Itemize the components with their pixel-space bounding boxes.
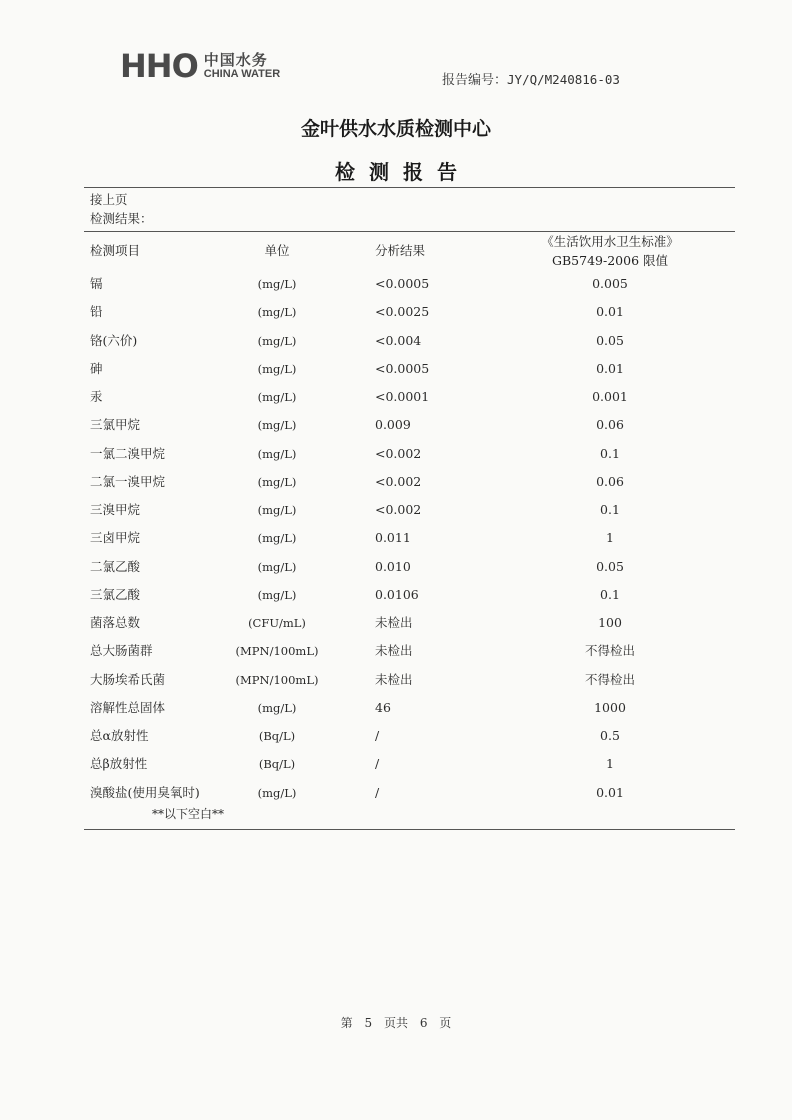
- table-row: [0, 444, 792, 464]
- row-item: 三氯乙酸: [90, 586, 141, 602]
- row-standard: 1000: [594, 699, 626, 715]
- table-row: [0, 331, 792, 351]
- table-row: [0, 302, 792, 322]
- row-unit: (mg/L): [257, 333, 297, 348]
- table-row: [0, 613, 792, 633]
- table-row: [0, 472, 792, 492]
- table-row: [0, 359, 792, 379]
- row-standard: 1: [606, 530, 614, 546]
- row-item: 汞: [90, 389, 103, 404]
- row-standard: 不得检出: [584, 643, 635, 659]
- row-unit: (mg/L): [257, 390, 297, 404]
- header-item: 检测项目: [90, 243, 141, 258]
- row-item: 总β放射性: [90, 756, 148, 772]
- report-number: [442, 69, 620, 88]
- header-unit: 单位: [264, 243, 290, 258]
- table-row: [0, 415, 792, 435]
- footer-page: 5: [364, 1016, 373, 1030]
- row-result: <0.0005: [375, 276, 430, 291]
- row-unit: (CFU/mL): [248, 616, 306, 630]
- header-standard-line1: 《生活饮用水卫生标准》: [541, 234, 679, 249]
- row-item: 砷: [90, 360, 103, 376]
- table-row: [0, 500, 792, 520]
- row-result: <0.002: [375, 473, 422, 489]
- row-item: 铅: [90, 304, 103, 320]
- table-row: [0, 754, 792, 774]
- row-result: 0.0106: [375, 586, 419, 602]
- footer-prefix: 第: [340, 1016, 353, 1030]
- row-item: 二氯乙酸: [90, 558, 141, 574]
- row-result: <0.0005: [375, 360, 430, 376]
- row-standard: 0.06: [596, 473, 624, 489]
- report-number-value: JY/Q/M240816-03: [507, 72, 620, 87]
- bottom-rule: [84, 829, 735, 830]
- row-standard: 0.005: [592, 276, 628, 291]
- row-item: 大肠埃希氏菌: [90, 671, 166, 687]
- row-unit: (mg/L): [257, 587, 297, 602]
- row-item: 三溴甲烷: [90, 502, 141, 517]
- continuation-text: 接上页: [90, 192, 128, 207]
- row-standard: 0.05: [596, 558, 624, 574]
- row-standard: 0.5: [600, 728, 620, 743]
- row-result: 0.009: [375, 417, 411, 433]
- row-item: 总α放射性: [90, 728, 149, 743]
- row-unit: (mg/L): [257, 305, 297, 320]
- row-result: <0.0025: [375, 304, 430, 320]
- row-unit: (Bq/L): [258, 729, 296, 743]
- row-item: 三卤甲烷: [90, 530, 141, 546]
- table-row: [0, 670, 792, 690]
- row-unit: (Bq/L): [258, 757, 296, 772]
- row-standard: 0.1: [600, 502, 620, 517]
- table-row: [0, 557, 792, 577]
- row-standard: 0.01: [596, 784, 624, 800]
- row-item: 一氯二溴甲烷: [90, 445, 166, 461]
- row-item: 镉: [90, 276, 103, 291]
- row-result: /: [375, 784, 380, 800]
- row-unit: (mg/L): [257, 503, 297, 517]
- page-footer: [0, 1014, 792, 1031]
- table-row: [0, 698, 792, 718]
- row-standard: 不得检出: [584, 671, 635, 687]
- row-unit: (mg/L): [257, 559, 297, 574]
- row-item: 三氯甲烷: [90, 417, 141, 433]
- header-result: 分析结果: [375, 243, 426, 258]
- row-item: 溴酸盐(使用臭氧时): [90, 784, 200, 800]
- footer-middle: 页共: [383, 1016, 408, 1030]
- row-result: 未检出: [375, 643, 413, 659]
- row-result: <0.002: [375, 502, 422, 517]
- row-standard: 0.01: [596, 360, 624, 376]
- row-standard: 0.001: [592, 389, 628, 404]
- end-mark: **以下空白**: [152, 807, 225, 821]
- row-unit: (mg/L): [257, 418, 297, 433]
- top-rule: [84, 187, 735, 188]
- footer-total: 6: [419, 1016, 428, 1030]
- table-row: [0, 783, 792, 803]
- logo-mark: HHO: [120, 47, 198, 85]
- organization-title: 金叶供水水质检测中心: [300, 118, 491, 140]
- row-item: 菌落总数: [90, 615, 141, 630]
- row-unit: (MPN/100mL): [235, 644, 319, 659]
- row-unit: (mg/L): [257, 531, 297, 546]
- row-result: 未检出: [375, 615, 413, 630]
- row-result: 0.011: [375, 530, 411, 546]
- row-item: 总大肠菌群: [90, 643, 153, 659]
- row-item: 铬(六价): [90, 332, 138, 348]
- row-standard: 1: [606, 756, 614, 772]
- row-unit: (mg/L): [257, 785, 297, 800]
- footer-suffix: 页: [439, 1016, 452, 1030]
- table-row: [0, 726, 792, 746]
- row-unit: (mg/L): [257, 700, 297, 715]
- row-result: 46: [375, 699, 391, 715]
- company-logo: [120, 47, 281, 85]
- row-standard: 0.06: [596, 417, 624, 433]
- row-item: 溶解性总固体: [90, 699, 166, 715]
- row-unit: (mg/L): [257, 446, 297, 461]
- row-result: 0.010: [375, 558, 411, 574]
- row-result: <0.004: [375, 332, 422, 348]
- logo-cn-text: 中国水务: [203, 50, 268, 69]
- continuation-block: [90, 190, 153, 228]
- row-result: /: [375, 728, 380, 743]
- row-unit: (MPN/100mL): [235, 672, 319, 687]
- row-standard: 0.05: [596, 332, 624, 348]
- results-label: 检测结果：: [90, 211, 153, 226]
- row-result: <0.0001: [375, 389, 430, 404]
- table-row: [0, 528, 792, 548]
- row-standard: 0.1: [600, 586, 620, 602]
- row-standard: 0.01: [596, 304, 624, 320]
- row-unit: (mg/L): [257, 474, 297, 489]
- logo-en-text: CHINA WATER: [203, 67, 281, 80]
- row-unit: (mg/L): [257, 277, 297, 291]
- table-row: [0, 274, 792, 294]
- row-item: 二氯一溴甲烷: [90, 473, 166, 489]
- row-result: /: [375, 756, 380, 772]
- table-row: [0, 585, 792, 605]
- report-number-label: 报告编号：: [442, 73, 508, 88]
- row-result: 未检出: [375, 671, 413, 687]
- row-standard: 100: [598, 615, 622, 630]
- row-unit: (mg/L): [257, 361, 297, 376]
- row-result: <0.002: [375, 445, 422, 461]
- table-row: [0, 641, 792, 661]
- header-standard-line2: GB5749-2006 限值: [552, 253, 668, 268]
- row-standard: 0.1: [600, 445, 620, 461]
- document-title: 检测报告: [335, 160, 471, 184]
- table-row: [0, 387, 792, 407]
